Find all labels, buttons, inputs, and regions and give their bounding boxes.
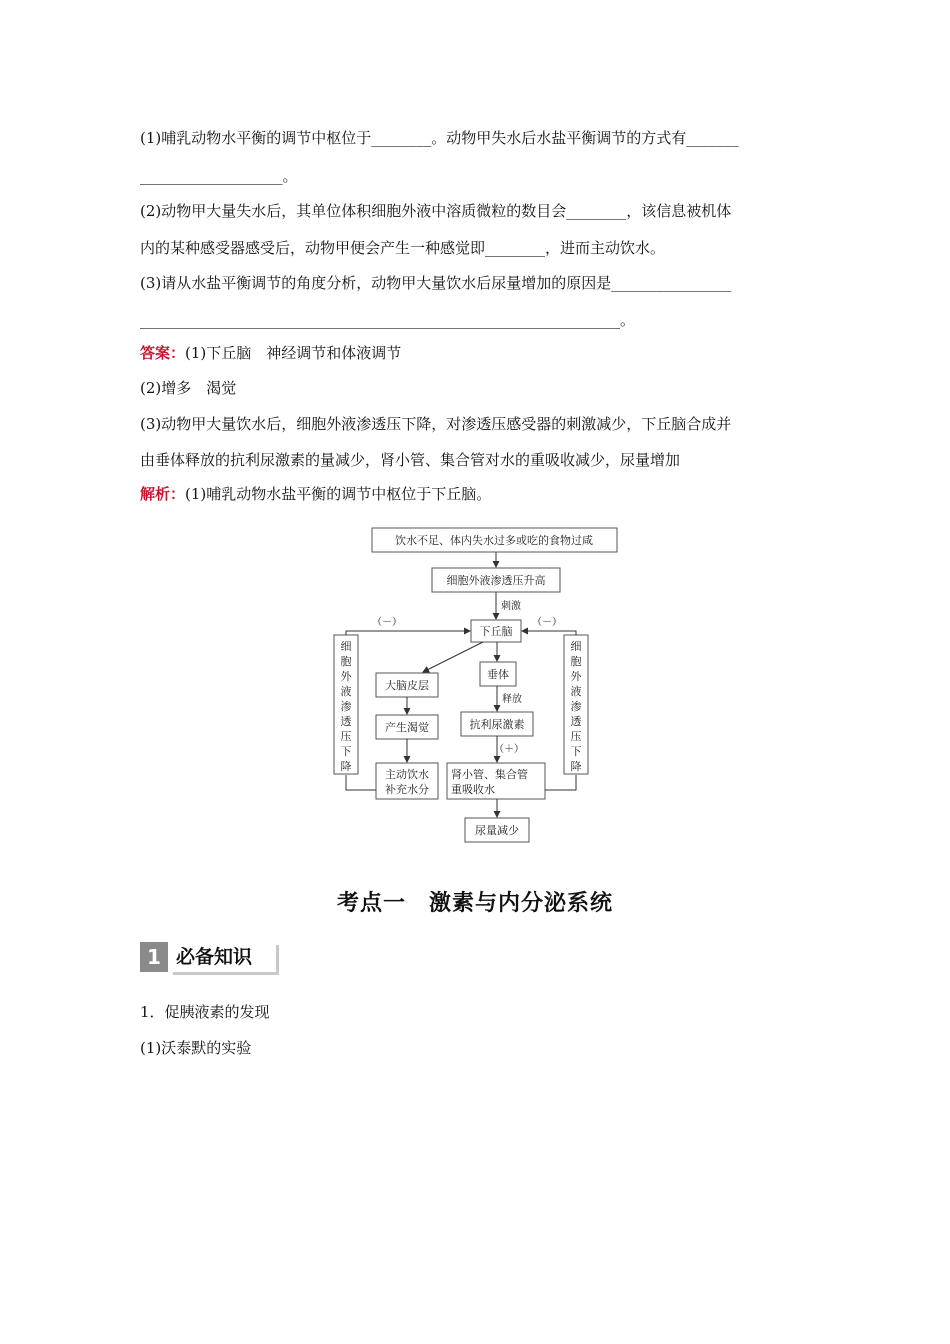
- side-right-char: 细: [570, 640, 582, 653]
- answer-line-1: [140, 343, 401, 363]
- answer-1: (1)下丘脑 神经调节和体液调节: [185, 344, 402, 362]
- node-drink-1: 主动饮水: [385, 768, 429, 781]
- answer-3-line-1: (3)动物甲大量饮水后，细胞外液渗透压下降，对渗透压感受器的刺激减少，下丘脑合成并: [140, 415, 732, 433]
- node-kidney-1: 肾小管、集合管: [451, 768, 528, 781]
- side-left-char: 液: [340, 685, 352, 698]
- node-drink-2: 补充水分: [385, 783, 429, 796]
- section-title: 考点一 激素与内分泌系统: [336, 891, 613, 916]
- label-release: 释放: [502, 694, 522, 705]
- label-negative-left: （－）: [372, 617, 402, 628]
- knowledge-badge: [140, 942, 274, 972]
- node-osm-up: 细胞外液渗透压升高: [446, 574, 546, 587]
- side-left-char: 压: [340, 730, 352, 743]
- label-positive: （＋）: [494, 744, 524, 755]
- list-item-1-sub: (1)沃泰默的实验: [140, 1039, 252, 1057]
- node-urine: 尿量减少: [475, 824, 519, 837]
- node-top-cause: 饮水不足、体内失水过多或吃的食物过咸: [395, 534, 593, 547]
- node-thirst: 产生渴觉: [385, 721, 429, 734]
- side-right-char: 胞: [570, 655, 582, 668]
- side-left-char: 下: [340, 745, 352, 758]
- node-cortex: 大脑皮层: [385, 679, 429, 692]
- answer-label: 答案：: [140, 344, 186, 362]
- node-kidney-2: 重吸收水: [451, 783, 495, 796]
- node-hypothalamus: 下丘脑: [479, 625, 513, 638]
- side-left-char: 细: [340, 640, 352, 653]
- side-left-char: 透: [340, 715, 352, 728]
- label-negative-right: （－）: [532, 617, 562, 628]
- question-2-line-2: 内的某种感受器感受后，动物甲便会产生一种感觉即________，进而主动饮水。: [140, 239, 666, 257]
- side-right-char: 透: [570, 715, 582, 728]
- analysis-line: [140, 484, 491, 504]
- side-right-char: 降: [570, 760, 582, 773]
- node-adh: 抗利尿激素: [469, 718, 525, 731]
- badge-label: 必备知识: [170, 942, 276, 972]
- side-right-char: 渗: [570, 700, 582, 713]
- side-left-char: 胞: [340, 655, 352, 668]
- answer-2: (2)增多 渴觉: [140, 379, 237, 397]
- side-left-char: 渗: [340, 700, 352, 713]
- label-stimulate: 刺激: [501, 601, 521, 612]
- side-right-char: 液: [570, 685, 582, 698]
- node-pituitary: 垂体: [487, 668, 509, 681]
- side-left-char: 外: [340, 670, 352, 683]
- side-right-char: 压: [570, 730, 582, 743]
- question-2-line-1: (2)动物甲大量失水后，其单位体积细胞外液中溶质微粒的数目会________，该信息被机体: [140, 202, 732, 220]
- question-3-line-2: ________________________________________________________________。: [140, 311, 636, 329]
- badge-number: 1: [140, 942, 168, 972]
- side-left-char: 降: [340, 760, 352, 773]
- list-item-1: 1．促胰液素的发现: [140, 1003, 270, 1021]
- question-1-line-1: (1)哺乳动物水平衡的调节中枢位于________。动物甲失水后水盐平衡调节的方式有_______: [140, 129, 739, 147]
- analysis-text: (1)哺乳动物水盐平衡的调节中枢位于下丘脑。: [185, 485, 492, 503]
- analysis-label: 解析：: [140, 485, 186, 503]
- answer-3-line-2: 由垂体释放的抗利尿激素的量减少，肾小管、集合管对水的重吸收减少，尿量增加: [140, 451, 681, 469]
- question-3-line-1: (3)请从水盐平衡调节的角度分析，动物甲大量饮水后尿量增加的原因是________________: [140, 274, 732, 292]
- question-1-line-2: ___________________。: [140, 167, 298, 185]
- side-right-char: 下: [570, 745, 582, 758]
- water-balance-flowchart: [325, 522, 625, 847]
- side-right-char: 外: [570, 670, 582, 683]
